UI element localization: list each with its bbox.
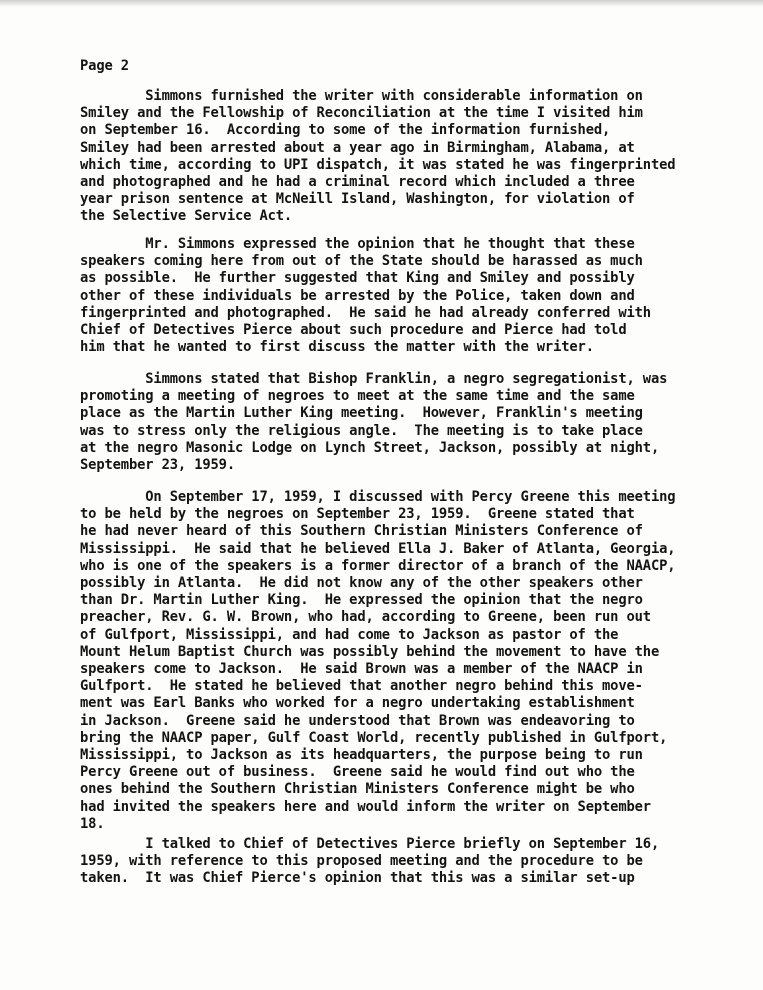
paragraph-chief-pierce: I talked to Chief of Detectives Pierce briefly on September 16, 1959, with reference to this proposed meeting and the procedure to be taken. It was Chief Pierce's opinion that this was a similar set-up [80, 836, 660, 887]
paragraph-bishop-franklin: Simmons stated that Bishop Franklin, a negro segregationist, was promoting a meeting of negroes to meet at the same time and the same place as the Martin Luther King meeting. However, Franklin's meeting was to stress only the religious angle. The meeting is to take place at the negro Masonic Lodge on Lynch Street, Jackson, possibly at night, September 23, 1959. [80, 371, 668, 474]
scan-edge [0, 0, 763, 7]
page-number: Page 2 [80, 58, 129, 74]
paragraph-harassment-suggestion: Mr. Simmons expressed the opinion that he thought that these speakers coming here from out of the State should be harassed as much as possible. He further suggested that King and Smiley and possibly other of these individuals be arrested by the Police, taken down and fingerprinted and photographed. He said he had already conferred with Chief of Detectives Pierce about such procedure and Pierce had told him that he wanted to first discuss the matter with the writer. [80, 236, 651, 356]
paragraph-simmons-smiley: Simmons furnished the writer with considerable information on Smiley and the Fellowship of Reconciliation at the time I visited him on September 16. According to some of the information furnished, Smiley had been arrested about a year ago in Birmingham, Alabama, at which time, according to UPI dispatch, it was stated he was fingerprinted and photographed and he had a criminal record which included a three year prison sentence at McNeill Island, Washington, for violation of the Selective Service Act. [80, 88, 676, 225]
paragraph-percy-greene: On September 17, 1959, I discussed with Percy Greene this meeting to be held by the negroes on September 23, 1959. Greene stated that he had never heard of this Southern Christian Ministers Conference of Mississippi. He said that he believed Ella J. Baker of Atlanta, Georgia, who is one of the speakers is a former director of a branch of the NAACP, possibly in Atlanta. He did not know any of the other speakers other than Dr. Martin Luther King. He expressed the opinion that the negro preacher, Rev. G. W. Brown, who had, according to Greene, been run out of Gulfport, Mississippi, and had come to Jackson as pastor of the Mount Helum Baptist Church was possibly behind the movement to have the speakers come to Jackson. He said Brown was a member of the NAACP in Gulfport. He stated he believed that another negro behind this move- ment was Earl Banks who worked for a negro undertaking establishment in Jackson. Greene said he understood that Brown was endeavoring to bring the NAACP paper, Gulf Coast World, recently published in Gulfport, Mississippi, to Jackson as its headquarters, the purpose being to run Percy Greene out of business. Greene said he would find out who the ones behind the Southern Christian Ministers Conference might be who had invited the speakers here and would inform the writer on September 18. [80, 489, 676, 832]
